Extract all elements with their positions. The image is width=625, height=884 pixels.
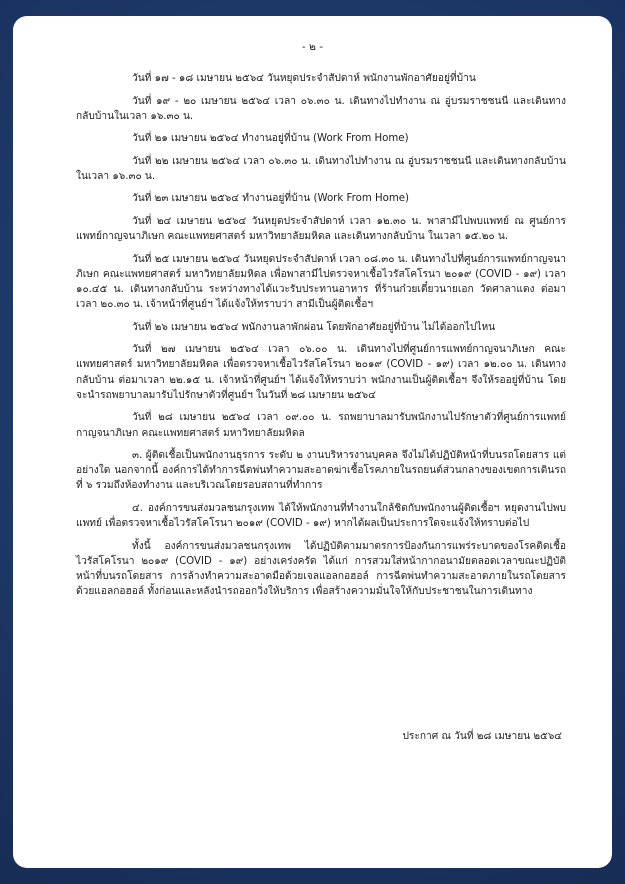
paragraph-apr-24: วันที่ ๒๔ เมษายน ๒๕๖๔ วันหยุดประจำสัปดาห์ เวลา ๑๒.๓๐ น. พาสามีไปพบแพทย์ ณ ศูนย์การแพทย์กาญจนาภิเษก คณะแพทยศาสตร์ มหาวิทยาลัยมหิดล และเดินทางกลับบ้าน ในเวลา ๑๕.๒๐ น. xyxy=(76,215,566,243)
paragraph-apr-25: วันที่ ๒๕ เมษายน ๒๕๖๔ วันหยุดประจำสัปดาห์ เวลา ๐๘.๓๐ น. เดินทางไปที่ศูนย์การแพทย์กาญจนาภิเษก คณะแพทยศาสตร์ มหาวิทยาลัยมหิดล เพื่อพาสามีไปตรวจหาเชื้อไวรัสโคโรนา ๒๐๑๙ (COVID - ๑๙) เวลา ๑๐.๔๕ น. เดินทางกลับบ้าน ระหว่างทางได้แวะรับประทานอาหาร ที่ร้านก๋วยเตี๋ยวนายเอก วัดศาลาแดง ต่อมาเวลา ๒๐.๓๐ น. เจ้าหน้าที่ศูนย์ฯ ได้แจ้งให้ทราบว่า สามีเป็นผู้ติดเชื้อฯ xyxy=(76,253,566,311)
paragraph-apr-28: วันที่ ๒๘ เมษายน ๒๕๖๔ เวลา ๐๙.๐๐ น. รถพยาบาลมารับพนักงานไปรักษาตัวที่ศูนย์การแพทย์กาญจนาภิเษก คณะแพทยศาสตร์ มหาวิทยาลัยมหิดล xyxy=(76,412,566,439)
paragraph-measures: ทั้งนี้ องค์การขนส่งมวลชนกรุงเทพ ได้ปฏิบัติตามมาตรการป้องกันการแพร่ระบาดของโรคติดเชื้อไวรัสโคโรนา ๒๐๑๙ (COVID - ๑๙) อย่างเคร่งครัด ได้แก่ การสวมใส่หน้ากากอนามัยตลอดเวลาขณะปฏิบัติหน้าที่บนรถโดยสาร การล้างทำความสะอาดมือด้วยเจลแอลกอฮอล์ การฉีดพ่นทำความสะอาดภายในรถโดยสารด้วยแอลกอฮอล์ ทั้งก่อนและหลังนำรถออกวิ่งให้บริการ เพื่อสร้างความมั่นใจให้กับประชาชนในการเดินทาง xyxy=(76,540,566,598)
paragraph-apr-19-20: วันที่ ๑๙ - ๒๐ เมษายน ๒๕๖๔ เวลา ๐๖.๓๐ น. เดินทางไปทำงาน ณ อู่บรมราชชนนี และเดินทางกลับบ้านในเวลา ๑๖.๓๐ น. xyxy=(76,95,566,122)
paragraph-item-3: ๓. ผู้ติดเชื้อเป็นพนักงานธุรการ ระดับ ๒ งานบริหารงานบุคคล จึงไม่ได้ปฏิบัติหน้าที่บนรถโดยสาร แต่อย่างใด นอกจากนี้ องค์การได้ทำการฉีดพ่นทำความสะอาดฆ่าเชื้อโรคภายในรถยนต์ส่วนกลางของเขตการเดินรถที่ ๖ รวมถึงห้องทำงาน และบริเวณโดยรอบสถานที่ทำการ xyxy=(76,450,566,492)
document-body xyxy=(76,71,566,607)
paragraph-item-4: ๔. องค์การขนส่งมวลชนกรุงเทพ ได้ให้พนักงานที่ทำงานใกล้ชิดกับพนักงานผู้ติดเชื้อฯ หยุดงานไปพบแพทย์ เพื่อตรวจหาเชื้อไวรัสโคโรนา ๒๐๑๙ (COVID - ๑๙) หากได้ผลเป็นประการใดจะแจ้งให้ทราบต่อไป xyxy=(76,502,566,530)
paragraph-apr-27: วันที่ ๒๗ เมษายน ๒๕๖๔ เวลา ๐๖.๐๐ น. เดินทางไปที่ศูนย์การแพทย์กาญจนาภิเษก คณะแพทยศาสตร์ มหาวิทยาลัยมหิดล เพื่อตรวจหาเชื้อไวรัสโคโรนา ๒๐๑๙ (COVID - ๑๙) เวลา ๑๒.๐๐ น. เดินทางกลับบ้าน ต่อมาเวลา ๒๒.๑๕ น. เจ้าหน้าที่ศูนย์ฯ ได้แจ้งให้ทราบว่า พนักงานเป็นผู้ติดเชื้อฯ จึงให้รออยู่ที่บ้าน โดยจะนำรถพยาบาลมารับไปรักษาตัวที่ศูนย์ฯ ในวันที่ ๒๘ เมษายน ๒๕๖๔ xyxy=(76,344,566,401)
paragraph-apr-22: วันที่ ๒๒ เมษายน ๒๕๖๔ เวลา ๐๖.๓๐ น. เดินทางไปทำงาน ณ อู่บรมราชชนนี และเดินทางกลับบ้านในเวลา ๑๖.๓๐ น. xyxy=(76,155,566,182)
document-page xyxy=(13,16,612,868)
paragraph-apr-17-18: วันที่ ๑๗ - ๑๘ เมษายน ๒๕๖๔ วันหยุดประจำสัปดาห์ พนักงานพักอาศัยอยู่ที่บ้าน xyxy=(132,73,476,84)
paragraph-apr-23: วันที่ ๒๓ เมษายน ๒๕๖๔ ทำงานอยู่ที่บ้าน (Work From Home) xyxy=(132,193,410,205)
paragraph-apr-26: วันที่ ๒๖ เมษายน ๒๕๖๔ พนักงานลาพักผ่อน โดยพักอาศัยอยู่ที่บ้าน ไม่ได้ออกไปไหน xyxy=(132,321,496,333)
announcement-date: ประกาศ ณ วันที่ ๒๘ เมษายน ๒๕๖๔ xyxy=(402,731,562,742)
paragraph-apr-21: วันที่ ๒๑ เมษายน ๒๕๖๔ ทำงานอยู่ที่บ้าน (Work From Home) xyxy=(132,133,409,145)
page-number: - ๒ - xyxy=(301,41,324,53)
